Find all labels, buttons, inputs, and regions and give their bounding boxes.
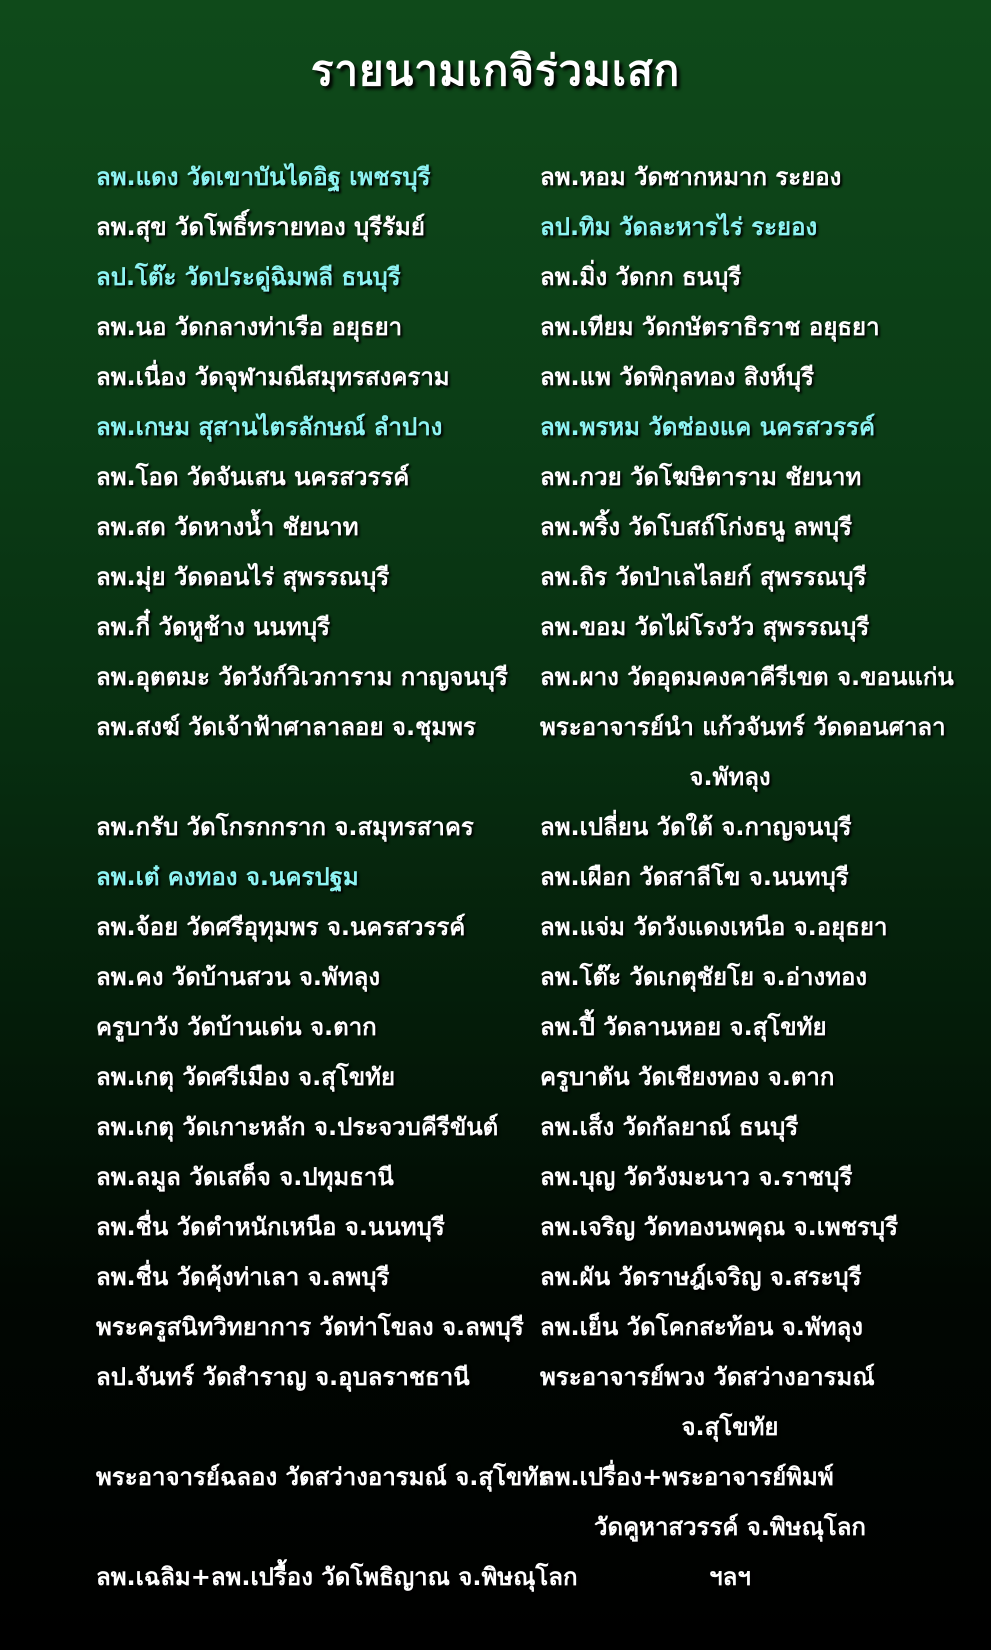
list-item: ครูบาวัง วัดบ้านเด่น จ.ตาก: [96, 1013, 377, 1041]
list-item-continuation: จ.พัทลุง: [689, 763, 771, 791]
list-item: ลพ.คง วัดบ้านสวน จ.พัทลุง: [96, 963, 381, 991]
list-item: พระอาจารย์พวง วัดสว่างอารมณ์: [540, 1363, 875, 1391]
list-item: พระอาจารย์ฉลอง วัดสว่างอารมณ์ จ.สุโขทัย: [96, 1463, 553, 1491]
list-item: ลพ.เกตุ วัดเกาะหลัก จ.ประจวบคีรีขันต์: [96, 1113, 499, 1141]
list-item: ลพ.นอ วัดกลางท่าเรือ อยุธยา: [96, 313, 403, 341]
list-item: ลพ.เจริญ วัดทองนพคุณ จ.เพชรบุรี: [540, 1213, 899, 1241]
list-item: [96, 1502, 526, 1552]
list-item: [96, 1402, 526, 1452]
list-item: ลป.จันทร์ วัดสำราญ จ.อุบลราชธานี: [96, 1363, 470, 1391]
list-item: ลพ.อุตตมะ วัดวังก์วิเวการาม กาญจนบุรี: [96, 663, 508, 691]
list-item: ลพ.เนื่อง วัดจุฬามณีสมุทรสงคราม: [96, 363, 450, 391]
list-item: ลป.ทิม วัดละหารไร่ ระยอง: [540, 213, 818, 241]
list-item: ลพ.แพ วัดพิกุลทอง สิงห์บุรี: [540, 363, 815, 391]
list-item: ลพ.ผัน วัดราษฎ์เจริญ จ.สระบุรี: [540, 1263, 862, 1291]
left-column: [96, 152, 578, 1602]
list-item: ลพ.ปี้ วัดลานหอย จ.สุโขทัย: [540, 1013, 827, 1041]
list-item: ลพ.ชื่น วัดตำหนักเหนือ จ.นนทบุรี: [96, 1213, 445, 1241]
list-item: ลพ.เกษม สุสานไตรลักษณ์ ลำปาง: [96, 413, 443, 441]
list-item: ลพ.เส็ง วัดกัลยาณ์ ธนบุรี: [540, 1113, 799, 1141]
list-item: ลพ.กวย วัดโฆษิตาราม ชัยนาท: [540, 463, 862, 491]
page-title: รายนามเกจิร่วมเสก: [310, 46, 681, 95]
list-item: ลพ.ลมูล วัดเสด็จ จ.ปทุมธานี: [96, 1163, 394, 1191]
list-item: ลพ.สงฆ์ วัดเจ้าฟ้าศาลาลอย จ.ชุมพร: [96, 713, 476, 741]
list-item: ลพ.เฉลิม+ลพ.เปรื้อง วัดโพธิญาณ จ.พิษณุโลก: [96, 1563, 578, 1591]
list-item-continuation: ฯลฯ: [709, 1563, 751, 1591]
list-item: ครูบาตัน วัดเชียงทอง จ.ตาก: [540, 1063, 835, 1091]
list-item: ลพ.เปรื่อง+พระอาจารย์พิมพ์: [540, 1463, 834, 1491]
list-item: ลพ.แดง วัดเขาบันไดอิฐ เพชรบุรี: [96, 163, 431, 191]
list-item-continuation: จ.สุโขทัย: [681, 1413, 779, 1441]
list-item: พระครูสนิทวิทยาการ วัดท่าโขลง จ.ลพบุรี: [96, 1313, 524, 1341]
list-item: [96, 752, 526, 802]
list-item: พระอาจารย์นำ แก้วจันทร์ วัดดอนศาลา: [540, 713, 946, 741]
list-item: ลพ.มุ่ย วัดดอนไร่ สุพรรณบุรี: [96, 563, 390, 591]
list-item: ลพ.ถิร วัดป่าเลไลยก์ สุพรรณบุรี: [540, 563, 867, 591]
list-item: ลพ.พริ้ง วัดโบสถ์โก่งธนู ลพบุรี: [540, 513, 852, 541]
list-item: ลพ.บุญ วัดวังมะนาว จ.ราชบุรี: [540, 1163, 853, 1191]
list-item: ลพ.สด วัดหางน้ำ ชัยนาท: [96, 513, 359, 541]
list-item: ลพ.เผือก วัดสาลีโข จ.นนทบุรี: [540, 863, 849, 891]
list-item: ลพ.ผาง วัดอุดมคงคาคีรีเขต จ.ขอนแก่น: [540, 663, 954, 691]
list-item: ลพ.โต๊ะ วัดเกตุชัยโย จ.อ่างทอง: [540, 963, 868, 991]
list-item: ลพ.กรับ วัดโกรกกราก จ.สมุทรสาคร: [96, 813, 474, 841]
list-item: ลพ.เทียม วัดกษัตราธิราช อยุธยา: [540, 313, 880, 341]
list-item: ลพ.พรหม วัดช่องแค นครสวรรค์: [540, 413, 876, 441]
list-item: ลพ.โอด วัดจันเสน นครสวรรค์: [96, 463, 410, 491]
list-item: ลป.โต๊ะ วัดประดู่ฉิมพลี ธนบุรี: [96, 263, 401, 291]
list-item-continuation: วัดคูหาสวรรค์ จ.พิษณุโลก: [594, 1513, 866, 1541]
list-item: ลพ.แจ่ม วัดวังแดงเหนือ จ.อยุธยา: [540, 913, 888, 941]
list-item: ลพ.หอม วัดซากหมาก ระยอง: [540, 163, 842, 191]
list-item: ลพ.ชื่น วัดคุ้งท่าเลา จ.ลพบุรี: [96, 1263, 390, 1291]
list-item: ลพ.เปลี่ยน วัดใต้ จ.กาญจนบุรี: [540, 813, 852, 841]
list-item: ลพ.จ้อย วัดศรีอุทุมพร จ.นครสวรรค์: [96, 913, 466, 941]
list-item: ลพ.สุข วัดโพธิ์ทรายทอง บุรีรัมย์: [96, 213, 425, 241]
list-item: ลพ.ขอม วัดไผ่โรงวัว สุพรรณบุรี: [540, 613, 870, 641]
list-item: ลพ.มิ่ง วัดกก ธนบุรี: [540, 263, 742, 291]
list-item: ลพ.เกตุ วัดศรีเมือง จ.สุโขทัย: [96, 1063, 396, 1091]
list-item: ลพ.กี๋ วัดหูช้าง นนทบุรี: [96, 613, 331, 641]
right-column: [540, 152, 980, 1602]
list-item: ลพ.เย็น วัดโคกสะท้อน จ.พัทลุง: [540, 1313, 863, 1341]
list-item: ลพ.เต๋ คงทอง จ.นครปฐม: [96, 863, 359, 891]
